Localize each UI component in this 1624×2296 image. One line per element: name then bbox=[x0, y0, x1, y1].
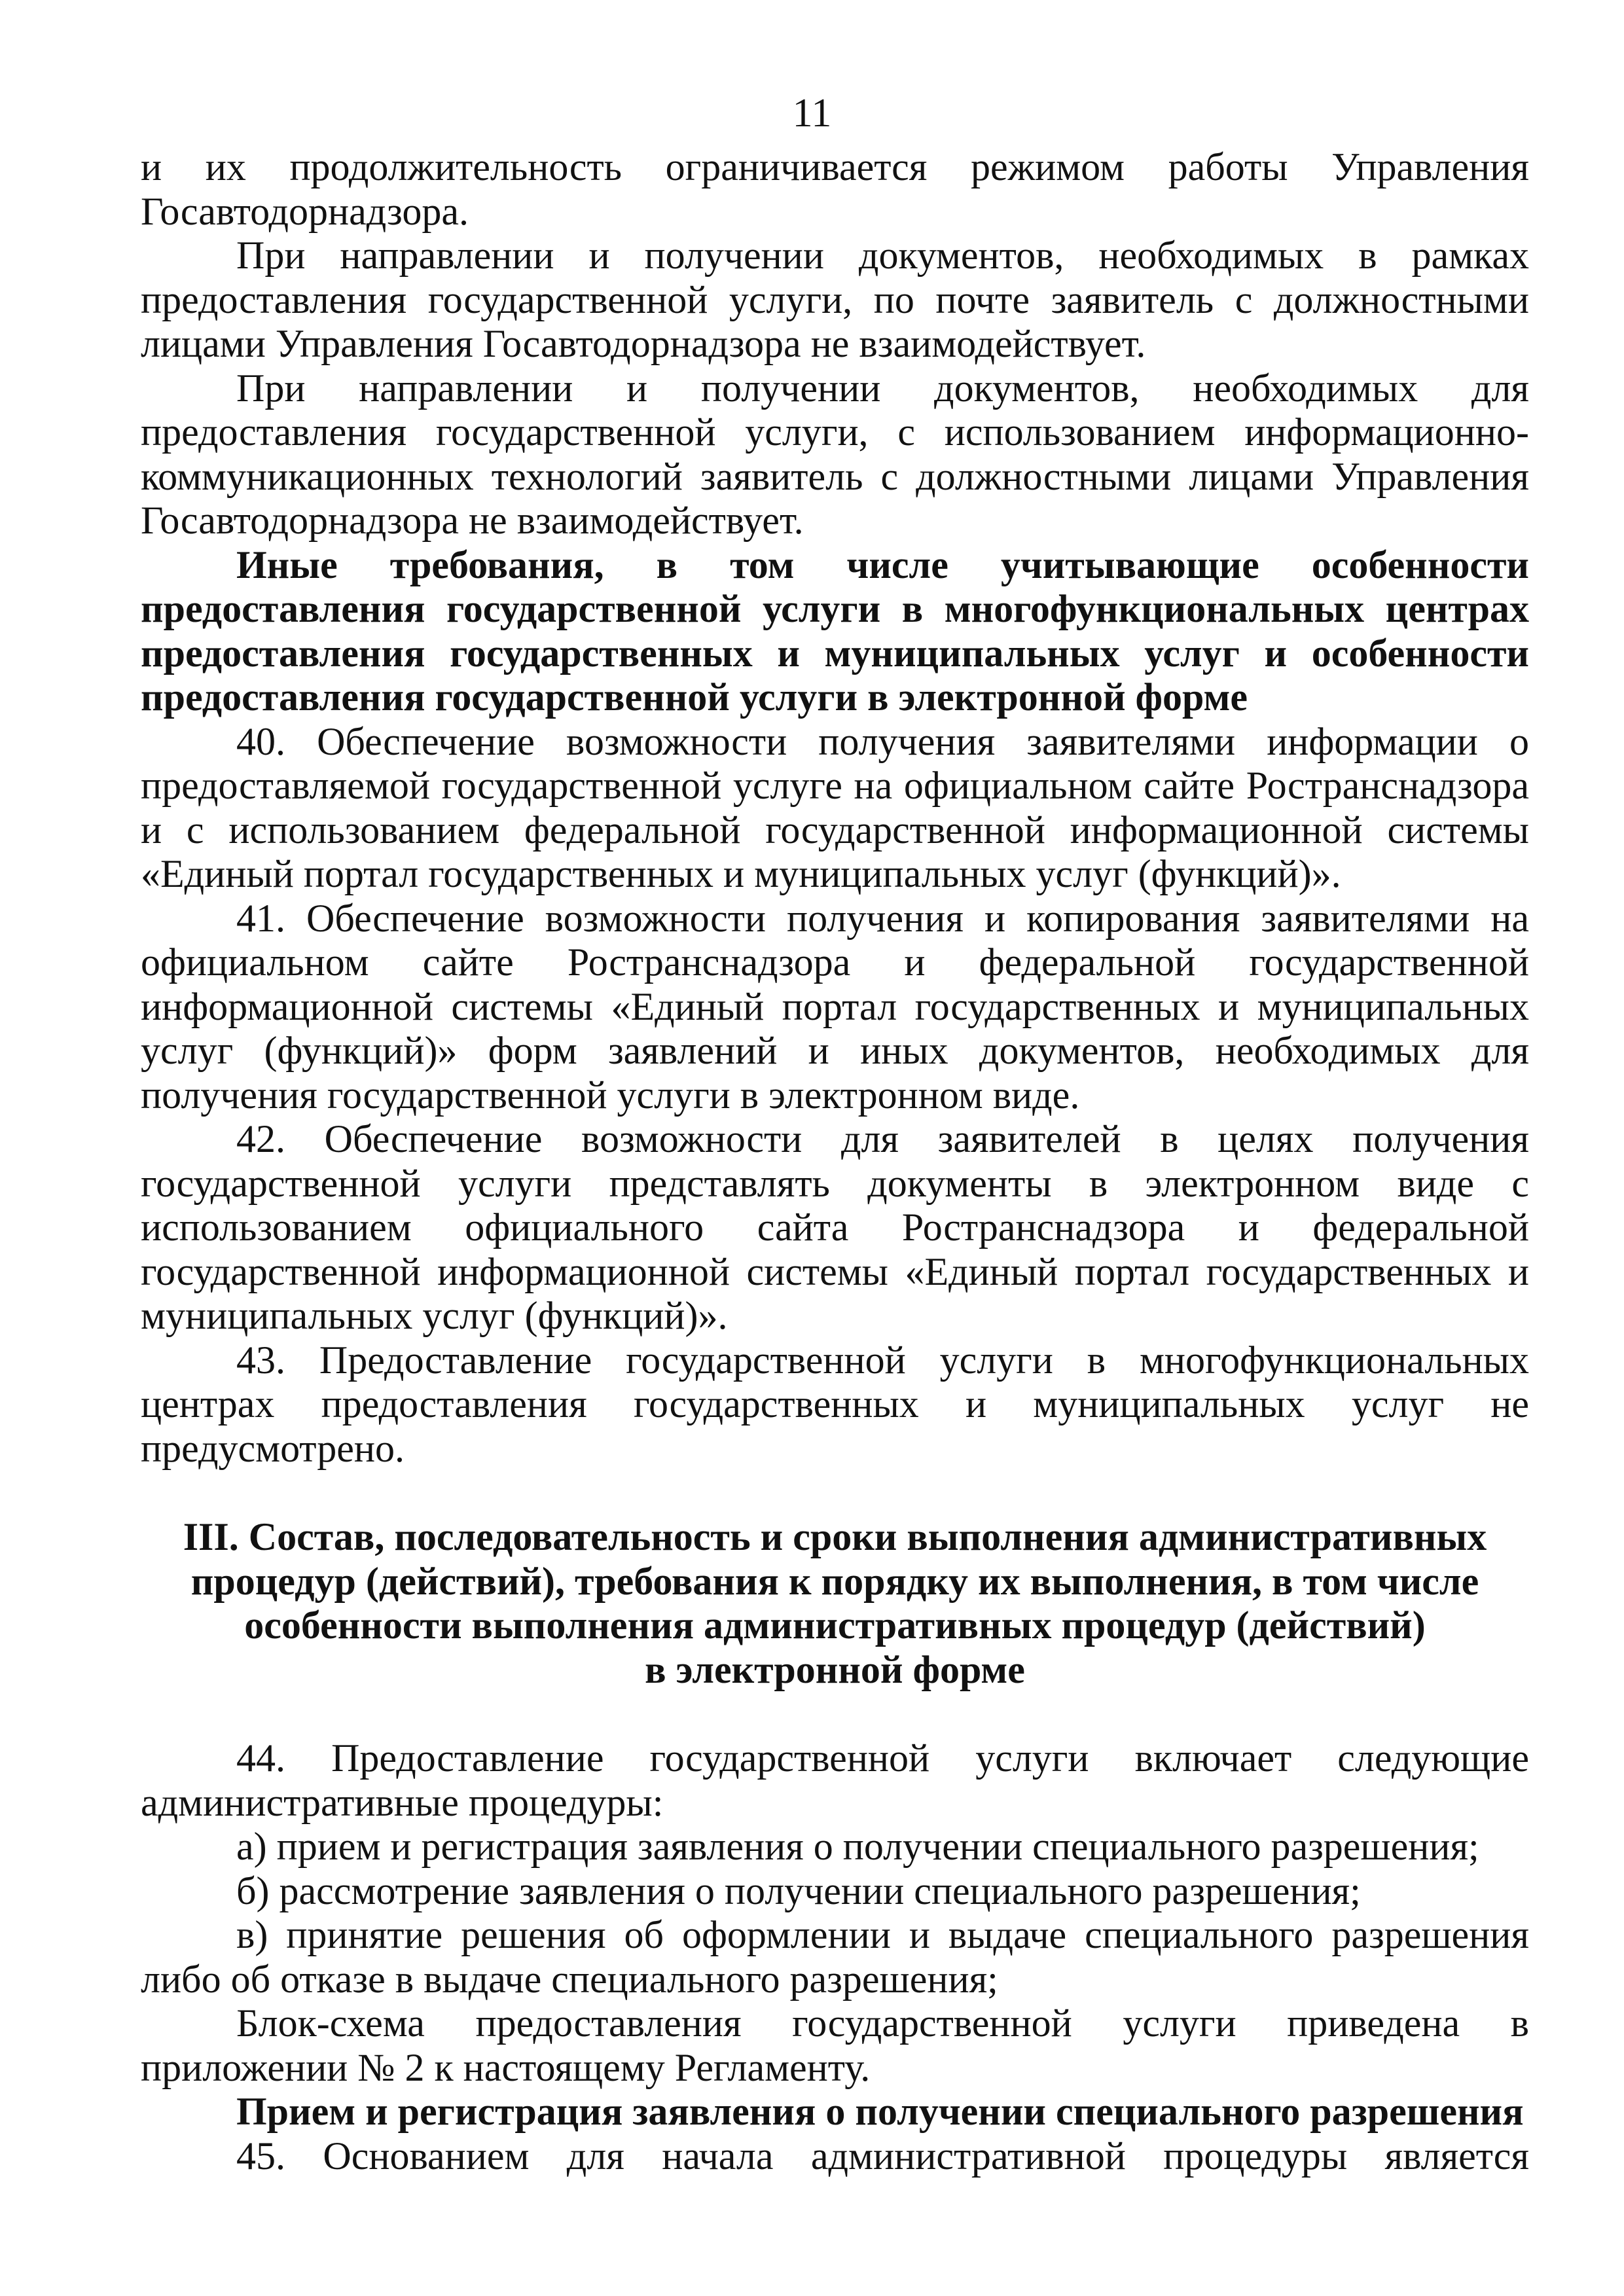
page-number: 11 bbox=[792, 91, 832, 135]
section-title-line: III. Состав, последовательность и сроки выполнения административных bbox=[183, 1515, 1487, 1558]
procedures-block bbox=[141, 1736, 1529, 2178]
paragraph-45: 45. Основанием для начала административной процедуры является bbox=[236, 2134, 1529, 2178]
paragraph-block-scheme: Блок-схема предоставления государственной услуги приведена в приложении № 2 к настоящему Регламенту. bbox=[141, 2001, 1529, 2089]
paragraph-42: 42. Обеспечение возможности для заявителей в целях получения государственной услуги представлять документы в электронном виде с использованием официального сайта Ространснадзора и федеральной государственной информационной системы «Единый портал государственных и муниципальных услуг (функций)». bbox=[141, 1117, 1529, 1337]
paragraph-41: 41. Обеспечение возможности получения и копирования заявителями на официальном сайте Ространснадзора и федеральной государственной информационной системы «Единый портал государственных и муниципальных услуг (функций)» форм заявлений и иных документов, необходимых для получения государственной услуги в электронном виде. bbox=[141, 896, 1529, 1117]
paragraph-43: 43. Предоставление государственной услуги в многофункциональных центрах предоставления государственных и муниципальных услуг не предусмотрено. bbox=[141, 1338, 1529, 1470]
section-title-line: в электронной форме bbox=[645, 1647, 1025, 1691]
heading-other-requirements: Иные требования, в том числе учитывающие особенности предоставления государственной услуги в многофункциональных центрах предоставления государственных и муниципальных услуг и особенности предоставления государственной услуги в электронной форме bbox=[141, 543, 1529, 719]
paragraph-postal-interaction: При направлении и получении документов, необходимых в рамках предоставления государственной услуги, по почте заявитель с должностными лицами Управления Госавтодорнадзора не взаимодействует. bbox=[141, 234, 1529, 365]
section-title-block bbox=[141, 1515, 1529, 1692]
paragraph-ict-interaction: При направлении и получении документов, необходимых для предоставления государственной услуги, с использованием информационно-коммуникационных технологий заявитель с должностными лицами Управления Госавтодорнадзора не взаимодействует. bbox=[141, 366, 1529, 542]
heading-reception-registration: Прием и регистрация заявления о получении специального разрешения bbox=[236, 2090, 1524, 2133]
paragraph-40: 40. Обеспечение возможности получения заявителями информации о предоставляемой государственной услуге на официальном сайте Ространснадзора и с использованием федеральной государственной информационной системы «Единый портал государственных и муниципальных услуг (функций)». bbox=[141, 719, 1529, 895]
paragraph-continuation: и их продолжительность ограничивается режимом работы Управления Госавтодорнадзора. bbox=[141, 145, 1529, 233]
paragraph-44: 44. Предоставление государственной услуги включает следующие административные процедуры: bbox=[141, 1736, 1529, 1824]
section-title-line: процедур (действий), требования к порядку их выполнения, в том числе bbox=[190, 1559, 1479, 1603]
list-item-44a: а) прием и регистрация заявления о получении специального разрешения; bbox=[236, 1825, 1479, 1868]
section-title-line: особенности выполнения административных процедур (действий) bbox=[244, 1604, 1426, 1647]
list-item-44b: б) рассмотрение заявления о получении специального разрешения; bbox=[236, 1869, 1361, 1912]
list-item-44c: в) принятие решения об оформлении и выдаче специального разрешения либо об отказе в выдаче специального разрешения; bbox=[141, 1913, 1529, 2001]
document-body bbox=[141, 145, 1529, 2178]
